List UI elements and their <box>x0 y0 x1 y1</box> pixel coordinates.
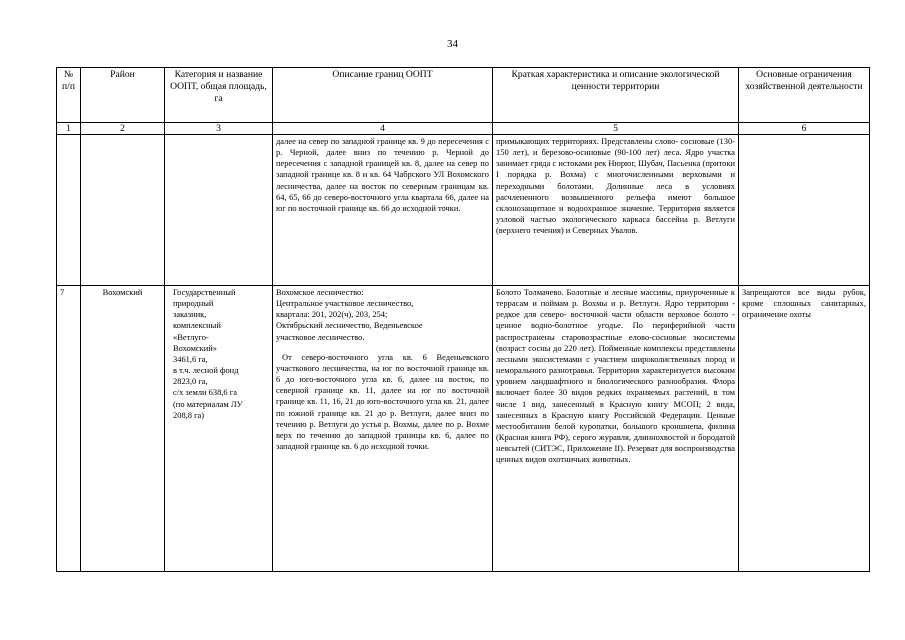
row-borders <box>273 135 493 286</box>
characteristics-text: примыкающих территориях. Представлены слово- сосновые (130-150 лет), и березово-осиновые (90-100 лет) леса. Ядро участка занимает гряда с истоками рек Нюрюг, Шубач, Пасьенка (притоки I порядка р. Вохма) с многочисленными верховыми и переходными болотами. Долинные леса в условиях расчлененного возвышенного рельефа имеют большое склонозащитное и водоохранное значение. Территория является узловой частью экологического каркаса бассейна р. Ветлуги (верхнего течения) и Северных Увалов. <box>496 136 735 236</box>
column-number: 5 <box>493 123 739 135</box>
borders-intro-line: Центральное участковое лесничество, <box>276 298 414 309</box>
borders-text: От северо-восточного угла кв. 6 Веденьевского участкового лесничества, на юг по восточной границе кв. 6 до юго-восточного угла кв. 6, далее на восток, по северной границе кв. 11, далее на юг по восточной границе кв. 11, 16, 21 до юго-восточного угла кв. 21, далее по южной границе кв. 21 до р. Ветлуги, далее вниз по течению р. Ветлуги до устья р. Вохмы, далее по р. Вохме верх по течению до западной границы кв. 6, далее по западной границе кв. 6 до исходной точки. <box>276 351 489 452</box>
row-number: 7 <box>57 286 81 572</box>
borders-intro-line: Вохомское лесничество: <box>276 287 364 297</box>
table-row <box>57 286 870 572</box>
header-characteristics: Краткая характеристика и описание экологической ценности территории <box>493 68 739 123</box>
category-line: (по материалам ЛУ <box>173 398 243 409</box>
borders-intro-line: квартала: 201, 202(ч), 203, 254; <box>276 309 388 320</box>
protected-areas-table <box>56 67 870 572</box>
row-district: Вохомский <box>81 286 165 572</box>
category-line: 2823,0 га, <box>173 376 208 387</box>
row-category <box>165 135 273 286</box>
borders-intro-line: Октябрьский лесничество, Веденьевское <box>276 320 423 331</box>
category-line: 3461,6 га, <box>173 353 208 364</box>
column-number: 3 <box>165 123 273 135</box>
header-borders: Описание границ ООПТ <box>273 68 493 123</box>
paragraph-gap <box>276 343 489 352</box>
row-number <box>57 135 81 286</box>
column-number: 2 <box>81 123 165 135</box>
header-number: № п/п <box>57 68 81 123</box>
characteristics-text: Болото Толмачево. Болотные и лесные массивы, приуроченные к террасам и поймам р. Вохмы и р. Ветлуги. Ядро территории - редкое для северо- восточной части области верховое болото - ценное водно-болотное угодье. По периферийной части распространены старовозрастные елово-сосновые экосистемы (возраст сосны до 220 лет). Пойменные комплексы представлены лесными экосистемами с участием широколиственных пород и неморального разнотравья. Территория характеризуется высоким уровнем ландшафтного и биологического разнообразия. Флора включает более 30 видов редких охраняемых растений, в том числе 1 вид, занесенный в Красную книгу МСОП; 2 вида, занесенных в Красную книгу Российской Федерации. Ценные местообитания белой куропатки, большого кроншнепа, филина (Красная книга РФ), серого журавля, длиннохвостой и бородатой неясытей (СИТЭС, Приложение II). Резерват для воспроизводства ценных видов охотничьих животных. <box>496 287 735 465</box>
column-number-row <box>57 123 870 135</box>
row-characteristics <box>493 135 739 286</box>
category-line: комплексный <box>173 320 221 331</box>
category-line: Вохомский» <box>173 342 218 353</box>
category-line: заказник, <box>173 309 207 320</box>
row-characteristics <box>493 286 739 572</box>
category-line: природный <box>173 298 214 309</box>
borders-text: далее на север по западной границе кв. 9 до пересечения с р. Черной, далее вниз по течению р. Черной до пересечения с западной границей кв. 8, далее на север по западной границе кв. 8 и кв. 64 Чабрского УЛ Вохомского лесничества, далее на восток по северным границам кв. 64, 65, 66 до северо-восточного угла квартала 66, далее на юг по восточной границе кв. 66 до исходной точки. <box>276 136 489 213</box>
category-line: «Ветлуго- <box>173 331 209 342</box>
category-line: в т.ч. лесной фонд <box>173 365 239 376</box>
column-number: 4 <box>273 123 493 135</box>
category-line: с/х земли 638,6 га <box>173 387 237 398</box>
column-number: 6 <box>739 123 870 135</box>
header-district: Район <box>81 68 165 123</box>
row-borders <box>273 286 493 572</box>
category-line: 208,8 га) <box>173 409 205 420</box>
header-category: Категория и название ООПТ, общая площадь, га <box>165 68 273 123</box>
header-restrictions: Основные ограничения хозяйственной деятельности <box>739 68 870 123</box>
row-restrictions <box>739 135 870 286</box>
row-category <box>165 286 273 572</box>
row-restrictions: Запрещаются все виды рубок, кроме сплошных санитарных, ограничение охоты <box>739 286 870 572</box>
page-number: 34 <box>447 38 458 50</box>
table-header-row <box>57 68 870 123</box>
row-district <box>81 135 165 286</box>
category-line: Государственный <box>173 287 236 297</box>
column-number: 1 <box>57 123 81 135</box>
borders-intro-line: участковое лесничество. <box>276 331 365 342</box>
table-row <box>57 135 870 286</box>
